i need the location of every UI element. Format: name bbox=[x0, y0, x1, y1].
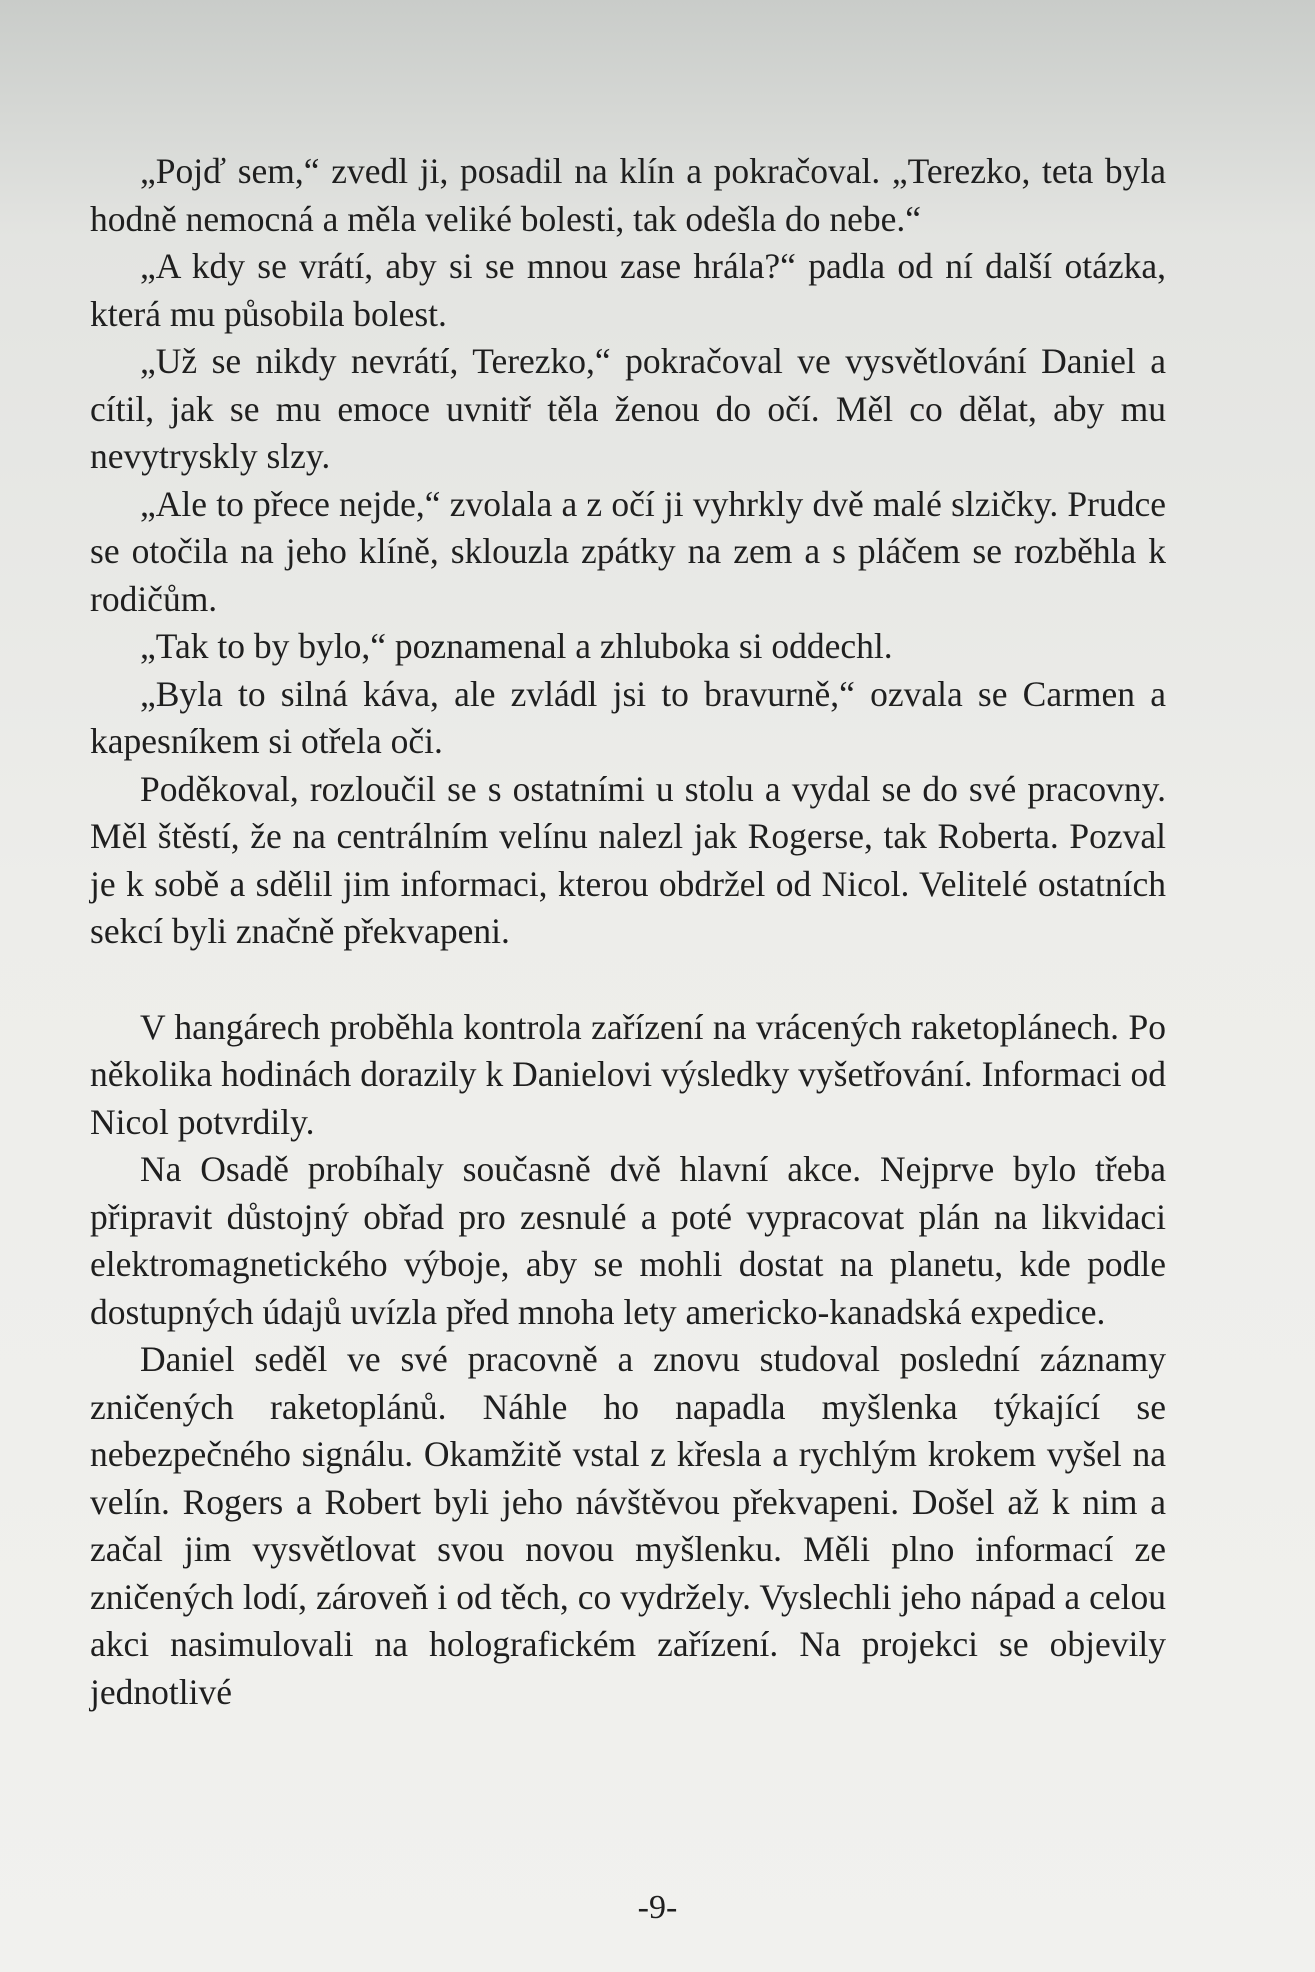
paragraph: „A kdy se vrátí, aby si se mnou zase hrála?“ padla od ní další otázka, která mu působila bolest. bbox=[90, 246, 1166, 334]
paragraph: „Byla to silná káva, ale zvládl jsi to bravurně,“ ozvala se Carmen a kapesníkem si otřela oči. bbox=[90, 673, 1166, 761]
paragraph: Na Osadě probíhaly současně dvě hlavní akce. Nejprve bylo třeba připravit důstojný obřad pro zesnulé a poté vypracovat plán na likvidaci elektromagnetického výboje, aby se mohli dostat na planetu, kde podle dostupných údajů uvízla před mnoha lety americko-kanadská expedice. bbox=[90, 1149, 1166, 1332]
page-number: -9- bbox=[637, 1889, 678, 1926]
body-text bbox=[90, 148, 1166, 1716]
paragraph: „Ale to přece nejde,“ zvolala a z očí ji vyhrkly dvě malé slzičky. Prudce se otočila na jeho klíně, sklouzla zpátky na zem a s pláčem se rozběhla k rodičům. bbox=[90, 483, 1166, 619]
paragraph: „Už se nikdy nevrátí, Terezko,“ pokračoval ve vysvětlování Daniel a cítil, jak se mu emoce uvnitř těla ženou do očí. Měl co dělat, aby mu nevytryskly slzy. bbox=[90, 341, 1166, 476]
paragraph: V hangárech proběhla kontrola zařízení na vrácených raketoplánech. Po několika hodinách dorazily k Danielovi výsledky vyšetřování. Informaci od Nicol potvrdily. bbox=[90, 1006, 1166, 1142]
paragraph: Poděkoval, rozloučil se s ostatními u stolu a vydal se do své pracovny. Měl štěstí, že na centrálním velínu nalezl jak Rogerse, tak Roberta. Pozval je k sobě a sdělil jim informaci, kterou obdržel od Nicol. Velitelé ostatních sekcí byli značně překvapeni. bbox=[90, 768, 1166, 951]
paragraph: „Tak to by bylo,“ poznamenal a zhluboka si oddechl. bbox=[140, 626, 893, 666]
paragraph: „Pojď sem,“ zvedl ji, posadil na klín a pokračoval. „Terezko, teta byla hodně nemocná a měla veliké bolesti, tak odešla do nebe.“ bbox=[90, 151, 1166, 239]
paragraph: Daniel seděl ve své pracovně a znovu studoval poslední záznamy zničených raketoplánů. Náhle ho napadla myšlenka týkající se nebezpečného signálu. Okamžitě vstal z křesla a rychlým krokem vyšel na velín. Rogers a Robert byli jeho návštěvou překvapeni. Došel až k nim a začal jim vysvětlovat svou novou myšlenku. Měli plno informací ze zničených lodí, zároveň i od těch, co vydržely. Vyslechli jeho nápad a celou akci nasimulovali na holografickém zařízení. Na projekci se objevily jednotlivé bbox=[90, 1339, 1166, 1712]
section-break bbox=[90, 956, 1166, 1004]
